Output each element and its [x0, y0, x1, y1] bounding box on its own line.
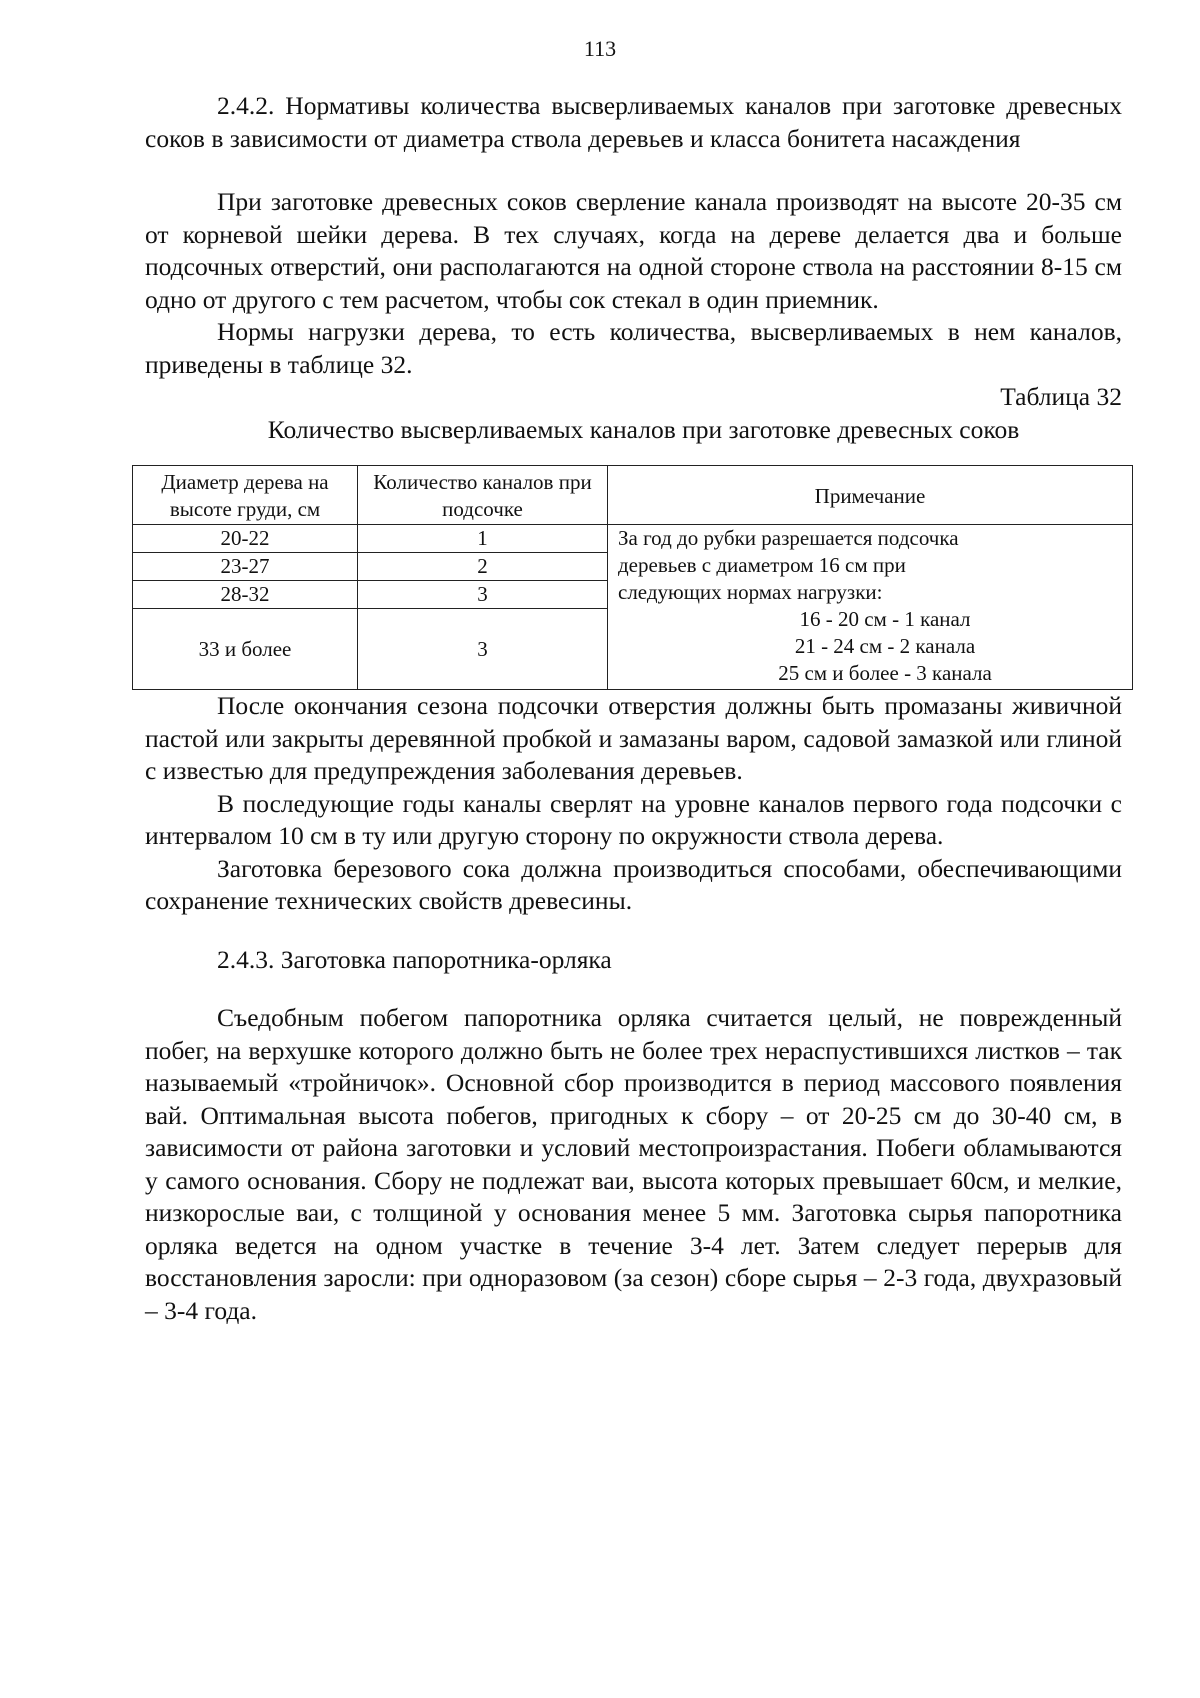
table-number: Таблица 32 [1000, 382, 1122, 411]
table-header-row [133, 466, 1133, 525]
paragraph-birch-sap: Заготовка березового сока должна производиться способами, обеспечивающими сохранение технических свойств древесины. [145, 853, 1122, 915]
note-line: За год до рубки разрешается подсочка [618, 526, 959, 550]
header-note: Примечание [608, 466, 1133, 525]
cell-channels: 3 [358, 581, 608, 609]
paragraph-following-years: В последующие годы каналы сверлят на уровне каналов первого года подсочки с интервалом 10 см в ту или другую сторону по окружности ствола дерева. [145, 788, 1122, 850]
note-line: деревьев с диаметром 16 см при [618, 553, 906, 577]
cell-diameter: 20-22 [133, 525, 358, 553]
cell-diameter: 33 и более [133, 609, 358, 690]
paragraph-load-norms: Нормы нагрузки дерева, то есть количества, высверливаемых в нем каналов, приведены в таблице 32. [145, 317, 1122, 379]
note-line: следующих нормах нагрузки: [618, 580, 883, 604]
section-heading-2-4-3: 2.4.3. Заготовка папоротника-орляка [217, 944, 612, 974]
note-norm-line: 16 - 20 см - 1 канал [799, 607, 971, 631]
header-channels: Количество каналов при подсочке [358, 466, 608, 525]
channels-table [132, 465, 1133, 690]
paragraph-drilling-height: При заготовке древесных соков сверление канала производят на высоте 20-35 см от корневой шейки дерева. В тех случаях, когда на дереве делается два и больше подсочных отверстий, они располагаются на одной стороне ствола на расстоянии 8-15 см одно от другого с тем расчетом, чтобы сок стекал в один приемник. [145, 187, 1122, 314]
cell-channels: 1 [358, 525, 608, 553]
table-container [132, 465, 1132, 690]
section-heading-2-4-2: 2.4.2. Нормативы количества высверливаемых каналов при заготовке древесных соков в зависимости от диаметра ствола деревьев и класса бонитета насаждения [145, 91, 1122, 153]
cell-channels: 2 [358, 553, 608, 581]
cell-diameter: 28-32 [133, 581, 358, 609]
paragraph-bracken: Съедобным побегом папоротника орляка считается целый, не поврежденный побег, на верхушке которого должно быть не более трех нераспустившихся листков – так называемый «тройничок». Основной сбор производится в период массового появления вай. Оптимальная высота побегов, пригодных к сбору – от 20-25 см до 30-40 см, в зависимости от района заготовки и условий местопроизрастания. Побеги обламываются у самого основания. Сбору не подлежат ваи, высота которых превышает 60см, и мелкие, низкорослые ваи, с толщиной у основания менее 5 мм. Заготовка сырья папоротника орляка ведется на одном участке в течение 3-4 лет. Затем следует перерыв для восстановления заросли: при одноразовом (за сезон) сборе сырья – 2-3 года, двухразовый – 3-4 года. [145, 1003, 1122, 1325]
table-row [133, 525, 1133, 553]
note-norm-line: 21 - 24 см - 2 канала [794, 634, 976, 658]
note-norm-line: 25 см и более - 3 канала [778, 661, 992, 685]
table-title: Количество высверливаемых каналов при заготовке древесных соков [267, 414, 1020, 444]
cell-note [608, 525, 1133, 690]
cell-channels: 3 [358, 609, 608, 690]
page-number: 113 [583, 36, 617, 61]
header-diameter: Диаметр дерева на высоте груди, см [133, 466, 358, 525]
cell-diameter: 23-27 [133, 553, 358, 581]
page-content [145, 90, 1122, 1327]
paragraph-sealing: После окончания сезона подсочки отверстия должны быть промазаны живичной пастой или закрыты деревянной пробкой и замазаны варом, садовой замазкой или глиной с известью для предупреждения заболевания деревьев. [145, 691, 1122, 785]
